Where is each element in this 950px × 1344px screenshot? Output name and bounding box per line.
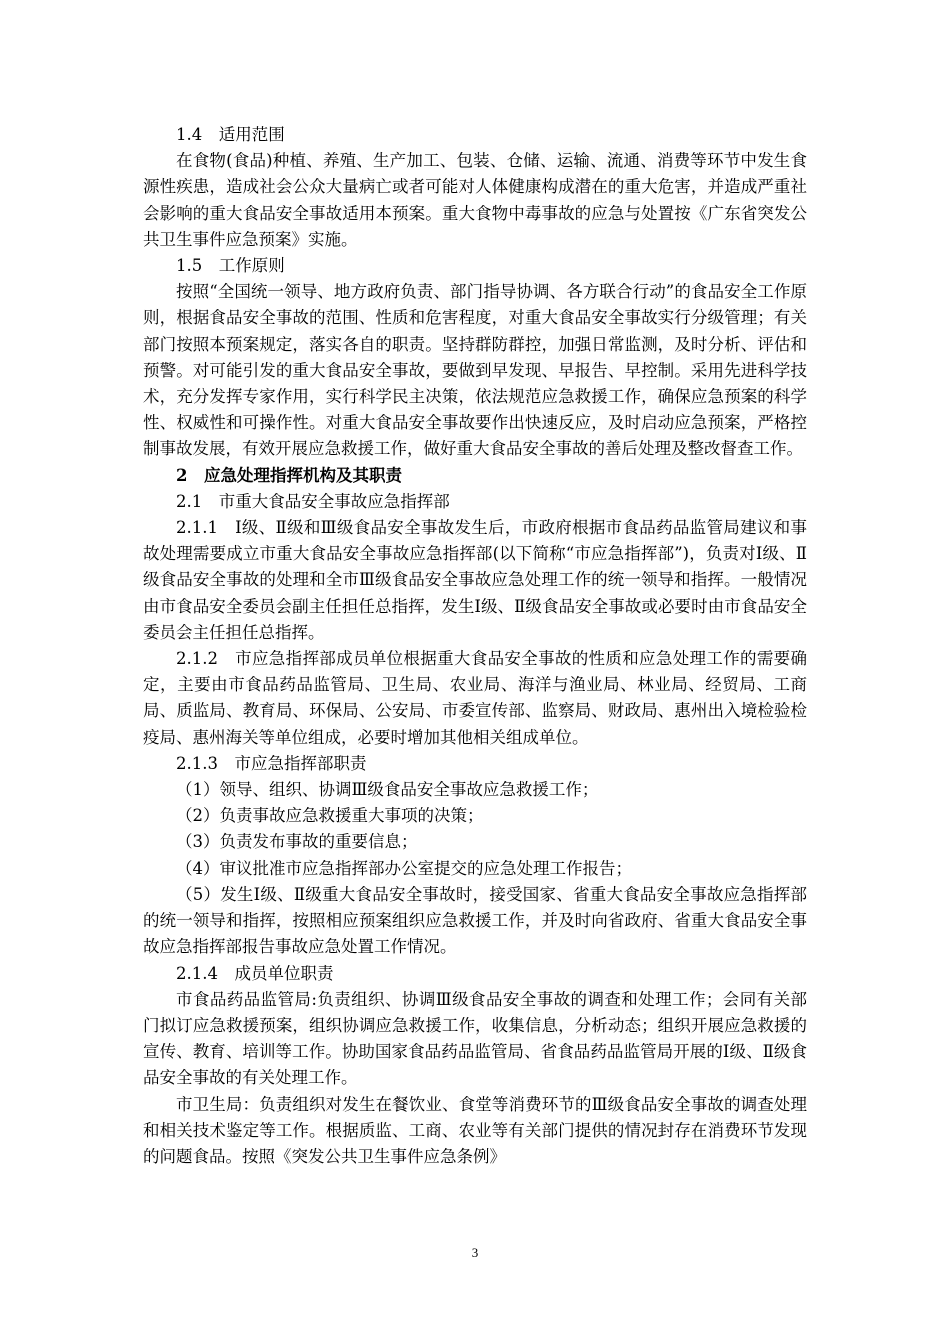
page-number: 3: [471, 1245, 479, 1260]
list-item-duty-1: （1）领导、组织、协调Ⅲ级食品安全事故应急救援工作；: [176, 780, 599, 800]
list-item-duty-5: （5）发生Ⅰ级、Ⅱ级重大食品安全事故时，接受国家、省重大食品安全事故应急指挥部的统一领导和指挥，按照相应预案组织应急救援工作，并及时向省政府、省重大食品安全事故应急指挥部报告事故应急处置工作情况。: [143, 884, 807, 957]
chapter-heading-2: 2 应急处理指挥机构及其职责: [176, 465, 402, 485]
section-heading-2-1: 2.1 市重大食品安全事故应急指挥部: [176, 491, 450, 511]
paragraph-scope: 在食物(食品)种植、养殖、生产加工、包装、仓储、运输、流通、消费等环节中发生食源性疾患，造成社会公众大量病亡或者可能对人体健康构成潜在的重大危害，并造成严重社会影响的重大食品安全事故适用本预案。重大食物中毒事故的应急与处置按《广东省突发公共卫生事件应急预案》实施。: [143, 151, 807, 249]
section-heading-2-1-3: 2.1.3 市应急指挥部职责: [176, 753, 367, 773]
paragraph-health-bureau: 市卫生局：负责组织对发生在餐饮业、食堂等消费环节的Ⅲ级食品安全事故的调查处理和相关技术鉴定等工作。根据质监、工商、农业等有关部门提供的情况封存在消费环节发现的问题食品。按照《突发公共卫生事件应急条例》: [143, 1094, 807, 1166]
paragraph-food-drug-bureau: 市食品药品监管局:负责组织、协调Ⅲ级食品安全事故的调查和处理工作；会同有关部门拟订应急救援预案，组织协调应急救援工作，收集信息，分析动态；组织开展应急救援的宣传、教育、培训等工作。协助国家食品药品监管局、省食品药品监管局开展的Ⅰ级、Ⅱ级食品安全事故的有关处理工作。: [143, 989, 807, 1088]
list-item-duty-3: （3）负责发布事故的重要信息；: [176, 832, 418, 852]
paragraph-2-1-1: 2.1.1 Ⅰ级、Ⅱ级和Ⅲ级食品安全事故发生后，市政府根据市食品药品监管局建议和事故处理需要成立市重大食品安全事故应急指挥部(以下简称“市应急指挥部”)，负责对Ⅰ级、Ⅱ级食品安全事故的处理和全市Ⅲ级食品安全事故应急处理工作的统一领导和指挥。一般情况由市食品安全委员会副主任担任总指挥，发生Ⅰ级、Ⅱ级食品安全事故或必要时由市食品安全委员会主任担任总指挥。: [143, 518, 807, 642]
list-item-duty-4: （4）审议批准市应急指挥部办公室提交的应急处理工作报告；: [176, 858, 632, 878]
section-heading-1-4: 1.4 适用范围: [176, 125, 285, 144]
section-heading-1-5: 1.5 工作原则: [176, 256, 285, 276]
section-heading-2-1-4: 2.1.4 成员单位职责: [176, 963, 334, 983]
list-item-duty-2: （2）负责事故应急救援重大事项的决策；: [176, 806, 484, 826]
paragraph-2-1-2: 2.1.2 市应急指挥部成员单位根据重大食品安全事故的性质和应急处理工作的需要确定，主要由市食品药品监管局、卫生局、农业局、海洋与渔业局、林业局、经贸局、工商局、质监局、教育局、环保局、公安局、市委宣传部、监察局、财政局、惠州出入境检验检疫局、惠州海关等单位组成，必要时增加其他相关组成单位。: [143, 649, 807, 747]
document-body: [143, 122, 807, 1170]
paragraph-principles: 按照“全国统一领导、地方政府负责、部门指导协调、各方联合行动”的食品安全工作原则，根据食品安全事故的范围、性质和危害程度，对重大食品安全事故实行分级管理；有关部门按照本预案规定，落实各自的职责。坚持群防群控，加强日常监测，及时分析、评估和预警。对可能引发的重大食品安全事故，要做到早发现、早报告、早控制。采用先进科学技术，充分发挥专家作用，实行科学民主决策，依法规范应急救援工作，确保应急预案的科学性、权威性和可操作性。对重大食品安全事故要作出快速反应，及时启动应急预案，严格控制事故发展，有效开展应急救援工作，做好重大食品安全事故的善后处理及整改督查工作。: [143, 282, 807, 459]
